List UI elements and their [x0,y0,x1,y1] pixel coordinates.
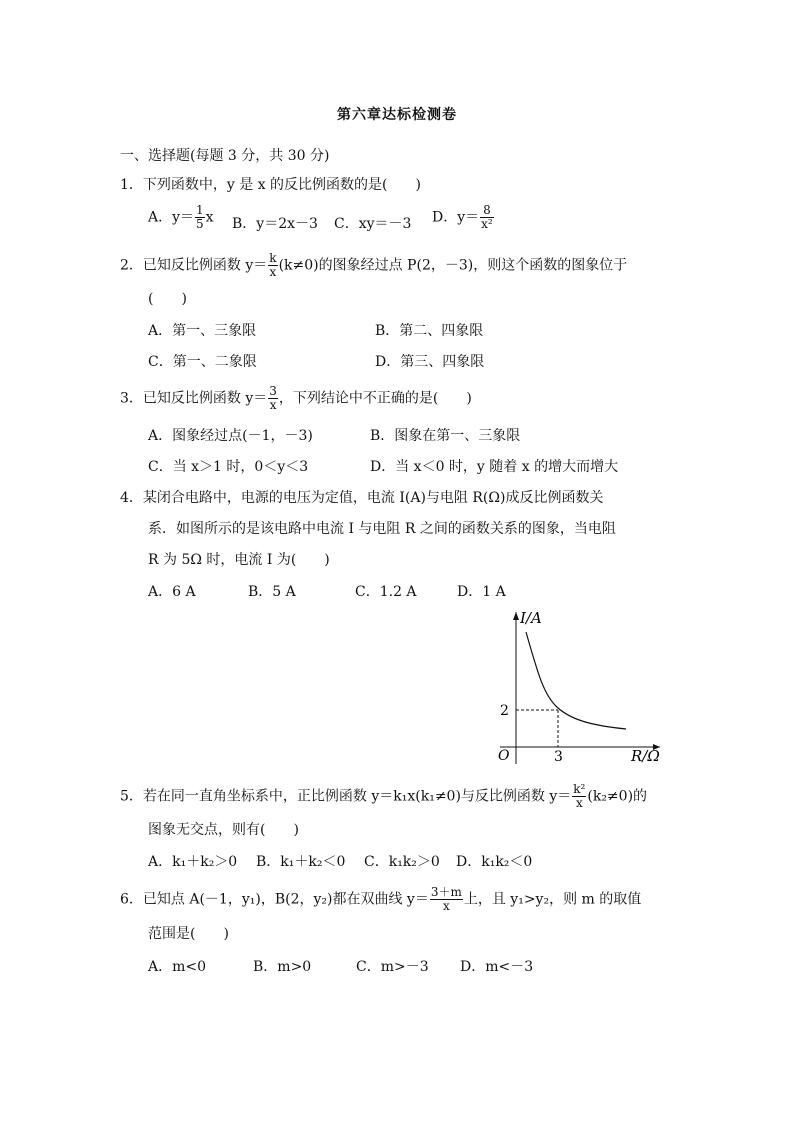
fraction: $\frac{8}{\text{x²}}$ [481,203,493,231]
question-1-option-b: B．y＝2x－3 [232,216,318,232]
question-5-option-b: B．k₁＋k₂＜0 [256,854,346,870]
question-4-line-3: R 为 5Ω 时，电流 I 为( ) [148,552,330,568]
origin-label: O [498,748,510,764]
fraction: $\frac{3}{x}$ [269,384,277,412]
fraction: $\frac{3+m}{x}$ [430,885,462,913]
question-5-line-2: 图象无交点，则有( ) [148,822,299,838]
question-6-stem: 6．已知点 A(－1，y₁)，B(2，y₂)都在双曲线 y＝ $\frac{3+m}{x}$ 上，且 y₁>y₂，则 m 的取值 [120,885,642,913]
question-5-option-c: C．k₁k₂＞0 [364,854,440,870]
question-6-option-b: B．m>0 [253,959,312,975]
question-2-paren: ( ) [148,291,187,307]
question-6-option-c: C．m>－3 [356,959,429,975]
question-1-option-d: D．y＝ $\frac{8}{\text{x²}}$ [432,203,493,231]
y-axis-label: I/A [520,609,542,627]
question-6-option-a: A．m<0 [148,959,207,975]
question-4-option-d: D．1 A [457,584,506,600]
question-2-stem: 2．已知反比例函数 y＝ $\frac{k}{x}$ (k≠0)的图象经过点 P(2，－3)，则这个函数的图象位于 [120,251,628,279]
x-axis-label: R/Ω [631,747,660,765]
question-4-line-1: 4．某闭合电路中，电源的电压为定值，电流 I(A)与电阻 R(Ω)成反比例函数关 [120,490,604,506]
section-heading: 一、选择题(每题 3 分，共 30 分) [120,148,330,164]
x-tick-label: 3 [554,749,563,765]
fraction: $\frac{\text{k²}}{x}$ [573,782,586,810]
y-tick-label: 2 [500,703,509,719]
question-2-option-d: D．第三、四象限 [375,354,485,370]
question-3-option-a: A．图象经过点(－1，－3) [148,428,313,444]
question-3-stem: 3．已知反比例函数 y＝ $\frac{3}{x}$ ，下列结论中不正确的是( ) [120,384,472,412]
current-resistance-graph [490,604,670,766]
question-2-option-a: A．第一、三象限 [148,323,257,339]
question-5-option-d: D．k₁k₂＜0 [456,854,533,870]
question-5-stem: 5．若在同一直角坐标系中，正比例函数 y＝k₁x(k₁≠0)与反比例函数 y＝ $\frac{\text{k²}}{x}$ (k₂≠0)的 [120,782,648,810]
question-4-option-c: C．1.2 A [355,584,417,600]
question-4-option-a: A．6 A [148,584,196,600]
y-axis-arrow-icon [513,612,519,620]
hyperbola-curve [526,632,626,729]
question-1-option-a: A．y＝ $\frac{1}{5}$ x [148,203,214,231]
question-6-option-d: D．m<－3 [460,959,534,975]
question-3-option-d: D．当 x＜0 时，y 随着 x 的增大而增大 [370,459,619,475]
question-1-stem: 1．下列函数中，y 是 x 的反比例函数的是( ) [120,177,421,193]
question-1-option-c: C．xy＝－3 [334,216,412,232]
question-4-line-2: 系．如图所示的是该电路中电流 I 与电阻 R 之间的函数关系的图象，当电阻 [148,521,616,537]
question-6-line-2: 范围是( ) [148,926,229,942]
question-5-option-a: A．k₁＋k₂＞0 [148,854,238,870]
question-4-option-b: B．5 A [248,584,296,600]
question-2-option-b: B．第二、四象限 [375,323,484,339]
fraction: $\frac{k}{x}$ [269,251,277,279]
question-3-option-c: C．当 x＞1 时，0＜y＜3 [148,459,309,475]
page-title: 第六章达标检测卷 [337,107,457,123]
question-2-option-c: C．第一、二象限 [148,354,257,370]
fraction: $\frac{1}{5}$ [196,203,204,231]
question-3-option-b: B．图象在第一、三象限 [370,428,521,444]
